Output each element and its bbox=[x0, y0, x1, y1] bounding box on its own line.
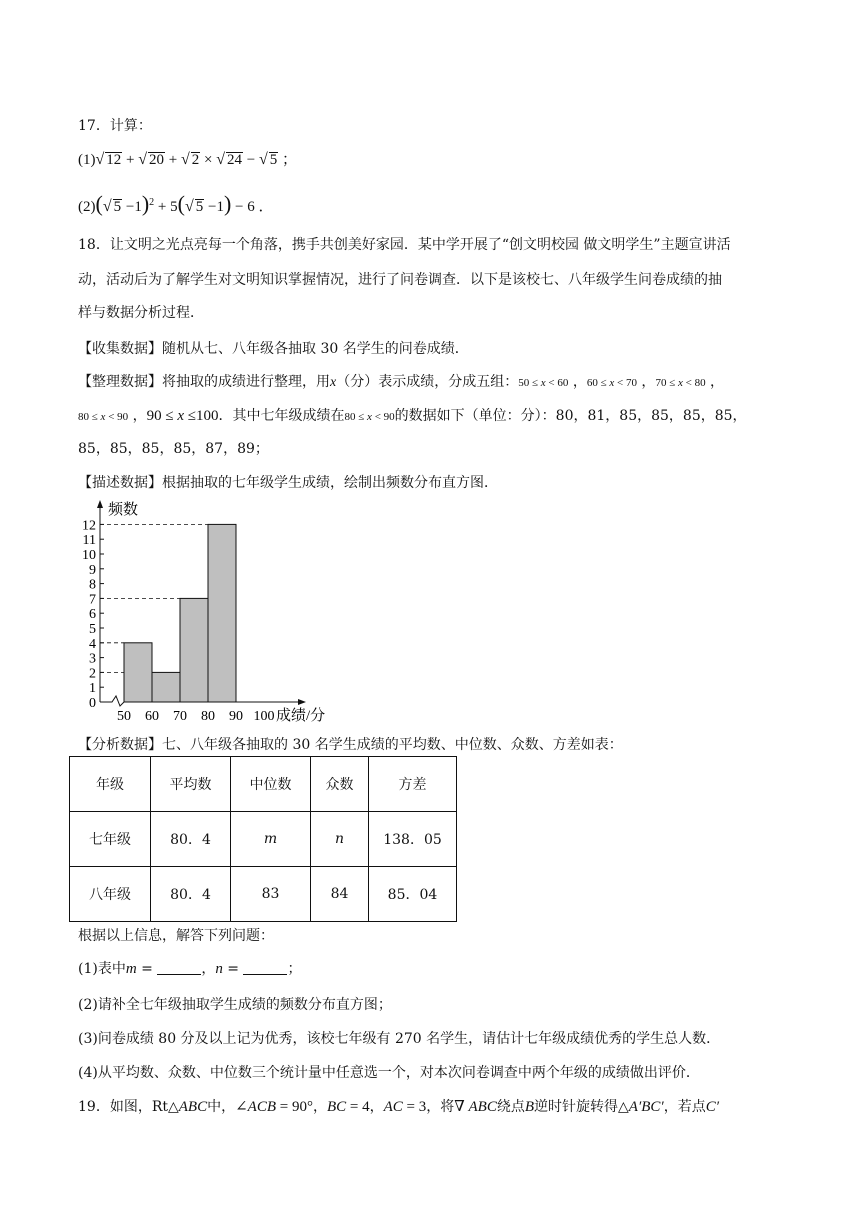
x-tick-label: 80 bbox=[201, 709, 215, 724]
table-cell: 80．4 bbox=[151, 812, 231, 867]
q19-text-b: 中， bbox=[207, 1099, 236, 1115]
table-cell: 85．04 bbox=[369, 867, 457, 922]
x-tick-label: 100 bbox=[253, 709, 275, 724]
y-tick-label: 9 bbox=[89, 562, 96, 578]
q17-part2: (2)(√ 5 −1)$^2$ + 5(√ 5 −1) − 6 ． bbox=[78, 191, 274, 216]
x-axis-arrow bbox=[298, 699, 306, 705]
q18-collect: 【收集数据】随机从七、八年级各抽取 30 名学生的问卷成绩． bbox=[78, 341, 469, 357]
table-row bbox=[70, 812, 457, 867]
table-row bbox=[70, 867, 457, 922]
table-cell: m bbox=[231, 812, 311, 867]
histogram-bar bbox=[124, 643, 152, 702]
q17-part2-label: (2) bbox=[78, 199, 96, 215]
q18-sub2: (2)请补全七年级抽取学生成绩的频数分布直方图； bbox=[78, 997, 392, 1013]
y-tick-label: 8 bbox=[89, 577, 96, 593]
x-tick-label: 50 bbox=[117, 709, 131, 724]
q18-sub1-b: ， bbox=[201, 961, 216, 977]
table-cell: 八年级 bbox=[70, 867, 151, 922]
q17-part1-tail: ； bbox=[282, 152, 298, 168]
table-cell: 83 bbox=[231, 867, 311, 922]
table-cell: 84 bbox=[311, 867, 369, 922]
q18-intro-line2: 动，活动后为了解学生对文明知识掌握情况，进行了问卷调查．以下是该校七、八年级学生问卷成绩的抽 bbox=[78, 272, 722, 288]
q18-sub4: (4)从平均数、众数、中位数三个统计量中任意选一个，对本次问卷调查中两个年级的成绩做出评价． bbox=[78, 1065, 700, 1081]
table-cell: 80．4 bbox=[151, 867, 231, 922]
table-cell: n bbox=[311, 812, 369, 867]
y-axis-arrow bbox=[97, 500, 103, 508]
table-header: 平均数 bbox=[151, 757, 231, 812]
q18-describe: 【描述数据】根据抽取的七年级学生成绩，绘制出频数分布直方图． bbox=[78, 475, 498, 491]
table-cell: 138．05 bbox=[369, 812, 457, 867]
q17-part1: (1)√ 12 + √ 20 + √ 2 × √ 24 − √ 5 ； bbox=[78, 151, 298, 168]
table-header-row bbox=[70, 757, 457, 812]
stats-table bbox=[69, 756, 457, 922]
histogram-bar bbox=[208, 524, 236, 702]
q18-intro-line1: 18．让文明之光点亮每一个角落，携手共创美好家园．某中学开展了“创文明校园 做文明学生”主题宣讲活 bbox=[78, 237, 731, 253]
y-tick-label: 7 bbox=[89, 592, 96, 608]
answer-blank-n bbox=[243, 960, 287, 975]
x-axis-label: 成绩/分 bbox=[276, 708, 326, 724]
x-tick-label: 90 bbox=[229, 709, 243, 724]
table-header: 中位数 bbox=[231, 757, 311, 812]
q19-text-h: ，若点 bbox=[663, 1099, 706, 1115]
q18-analyze: 【分析数据】七、八年级各抽取的 30 名学生成绩的平均数、中位数、众数、方差如表： bbox=[78, 737, 623, 753]
q18-sub1: (1)表中m = ，n = ； bbox=[78, 961, 302, 977]
q18-organize-b: （分）表示成绩，分成五组： bbox=[336, 374, 519, 390]
histogram-bar bbox=[152, 672, 180, 702]
q18-organize-d: 的数据如下（单位：分）：80，81，85，85，85，85， bbox=[394, 408, 747, 424]
histogram-bar bbox=[180, 598, 208, 702]
x-tick-label: 70 bbox=[173, 709, 187, 724]
table-cell: 七年级 bbox=[70, 812, 151, 867]
q18-organize-c: ．其中七年级成绩在 bbox=[218, 408, 345, 424]
frequency-histogram bbox=[76, 496, 366, 724]
table-header: 众数 bbox=[311, 757, 369, 812]
q18-organize-line2: 80 ≤ x < 90 ，90 ≤ x ≤100．其中七年级成绩在80 ≤ x < 90的数据如下（单位：分）：80，81，85，85，85，85， bbox=[78, 408, 747, 424]
q19-text-g: 逆时针旋转得△ bbox=[534, 1099, 629, 1115]
q18-answer-intro: 根据以上信息，解答下列问题： bbox=[78, 928, 274, 944]
y-tick-label: 1 bbox=[89, 681, 96, 697]
x-tick-label: 60 bbox=[145, 709, 159, 724]
q19-text-d: ， bbox=[369, 1099, 384, 1115]
q17-title: 17．计算： bbox=[78, 118, 152, 134]
table-header: 方差 bbox=[369, 757, 457, 812]
q17-part2-tail: ． bbox=[258, 199, 274, 215]
y-tick-label: 3 bbox=[89, 651, 96, 667]
q19-text-e: ，将 bbox=[426, 1099, 455, 1115]
y-tick-label: 5 bbox=[89, 622, 96, 637]
y-tick-label: 0 bbox=[89, 696, 96, 711]
table-header: 年级 bbox=[70, 757, 151, 812]
q18-intro-line3: 样与数据分析过程． bbox=[78, 305, 204, 321]
q18-sub3: (3)问卷成绩 80 分及以上记为优秀，该校七年级有 270 名学生，请估计七年级成绩优秀的学生总人数． bbox=[78, 1031, 721, 1047]
y-axis-label: 频数 bbox=[108, 502, 139, 518]
q17-part1-label: (1) bbox=[78, 152, 96, 168]
answer-blank-m bbox=[157, 960, 201, 975]
y-tick-label: 4 bbox=[89, 636, 96, 652]
q19-text-f: 绕点 bbox=[496, 1099, 525, 1115]
y-tick-label: 2 bbox=[89, 666, 96, 682]
q18-organize-a: 【整理数据】将抽取的成绩进行整理，用 bbox=[78, 374, 330, 390]
q18-sub1-a: (1)表中 bbox=[78, 961, 126, 977]
y-tick-label: 12 bbox=[82, 518, 96, 534]
y-tick-label: 10 bbox=[82, 548, 96, 563]
y-tick-label: 11 bbox=[82, 533, 96, 549]
y-tick-label: 6 bbox=[89, 607, 96, 623]
q18-organize-line1: 【整理数据】将抽取的成绩进行整理，用x（分）表示成绩，分成五组：50 ≤ x < 60 ，60 ≤ x < 70 ，70 ≤ x < 80 ， bbox=[78, 374, 725, 390]
q18-organize-line3: 85，85，85，85，87，89； bbox=[78, 441, 269, 457]
q19-text: 19．如图，Rt△ABC中，∠ACB = 90°，BC = 4，AC = 3，将∇ ABC绕点B逆时针旋转得△A′BC′，若点C′ bbox=[78, 1099, 719, 1115]
q19-text-c: ， bbox=[312, 1099, 327, 1115]
q18-sub1-c: ； bbox=[287, 961, 302, 977]
q19-text-a: 19．如图，Rt△ bbox=[78, 1099, 179, 1115]
